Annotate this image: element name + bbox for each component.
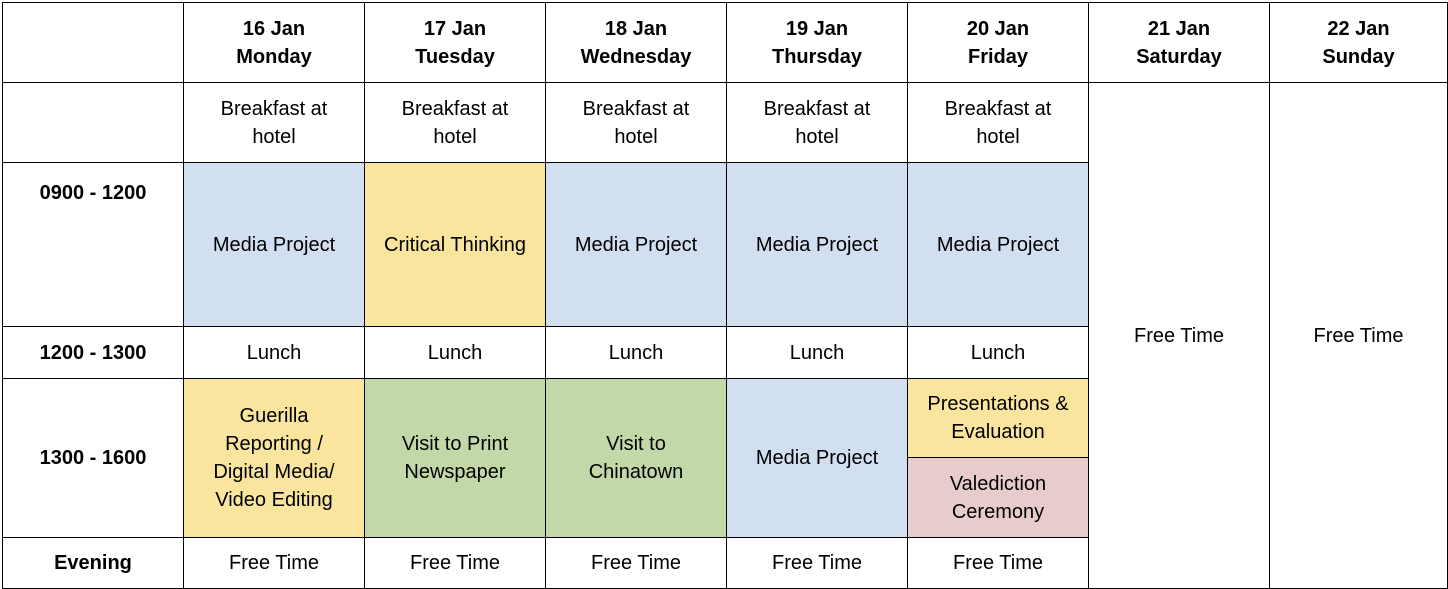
time-morning: 0900 - 1200: [3, 163, 184, 327]
breakfast-thu: Breakfast at hotel: [727, 83, 908, 163]
morning-mon: Media Project: [184, 163, 365, 327]
morning-tue: Critical Thinking: [365, 163, 546, 327]
afternoon-mon: Guerilla Reporting / Digital Media/ Video Editing: [184, 379, 365, 538]
breakfast-tue: Breakfast at hotel: [365, 83, 546, 163]
time-afternoon: 1300 - 1600: [3, 379, 184, 538]
afternoon-tue: Visit to Print Newspaper: [365, 379, 546, 538]
weekend-sat: Free Time: [1089, 83, 1270, 589]
day-header-sat: 21 Jan Saturday: [1089, 3, 1270, 83]
breakfast-fri: Breakfast at hotel: [908, 83, 1089, 163]
lunch-fri: Lunch: [908, 327, 1089, 379]
lunch-wed: Lunch: [546, 327, 727, 379]
evening-fri: Free Time: [908, 538, 1089, 589]
afternoon-thu: Media Project: [727, 379, 908, 538]
day-header-tue: 17 Jan Tuesday: [365, 3, 546, 83]
time-lunch: 1200 - 1300: [3, 327, 184, 379]
morning-wed: Media Project: [546, 163, 727, 327]
afternoon-fri-valediction: Valediction Ceremony: [908, 458, 1089, 538]
afternoon-wed: Visit to Chinatown: [546, 379, 727, 538]
breakfast-time-cell: [3, 83, 184, 163]
lunch-tue: Lunch: [365, 327, 546, 379]
day-header-mon: 16 Jan Monday: [184, 3, 365, 83]
breakfast-mon: Breakfast at hotel: [184, 83, 365, 163]
day-header-wed: 18 Jan Wednesday: [546, 3, 727, 83]
day-header-thu: 19 Jan Thursday: [727, 3, 908, 83]
breakfast-wed: Breakfast at hotel: [546, 83, 727, 163]
lunch-thu: Lunch: [727, 327, 908, 379]
schedule-table: [2, 2, 1448, 589]
breakfast-row: [3, 83, 1448, 163]
evening-wed: Free Time: [546, 538, 727, 589]
lunch-mon: Lunch: [184, 327, 365, 379]
time-evening: Evening: [3, 538, 184, 589]
evening-thu: Free Time: [727, 538, 908, 589]
evening-mon: Free Time: [184, 538, 365, 589]
morning-thu: Media Project: [727, 163, 908, 327]
morning-fri: Media Project: [908, 163, 1089, 327]
day-header-sun: 22 Jan Sunday: [1270, 3, 1448, 83]
header-row: [3, 3, 1448, 83]
afternoon-fri-presentations: Presentations & Evaluation: [908, 379, 1089, 458]
day-header-fri: 20 Jan Friday: [908, 3, 1089, 83]
weekend-sun: Free Time: [1270, 83, 1448, 589]
evening-tue: Free Time: [365, 538, 546, 589]
corner-cell: [3, 3, 184, 83]
